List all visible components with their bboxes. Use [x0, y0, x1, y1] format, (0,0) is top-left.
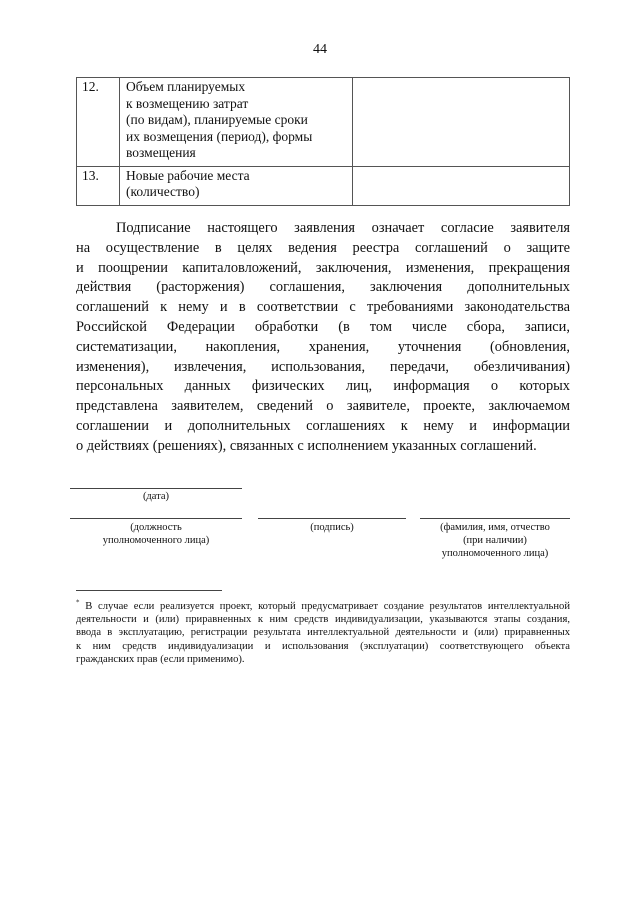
- footnote-line: гражданских прав (если применимо).: [76, 653, 245, 665]
- row-label-line: возмещения: [126, 145, 196, 160]
- row-label-line: Новые рабочие места: [126, 167, 250, 183]
- footnote-line: [76, 600, 570, 613]
- consent-line: изменения), извлечения, использования, передачи, обезличивания): [76, 358, 570, 375]
- footnote-line: ввода в эксплуатацию, регистрации результата интеллектуальной деятельности и (или) приравненных: [76, 627, 570, 639]
- consent-line: персональных данных физических лиц, информация о которых: [76, 378, 570, 395]
- info-table: [76, 77, 570, 206]
- footnote-separator: [76, 590, 222, 591]
- consent-line: представлена заявителем, сведений о заявителе, проекте, заключаемом: [76, 398, 570, 415]
- row-label-line: (количество): [126, 184, 200, 199]
- row-value-cell[interactable]: [353, 166, 570, 205]
- date-label: [70, 490, 242, 503]
- position-label: [70, 521, 242, 547]
- signature-line[interactable]: [258, 518, 406, 519]
- consent-line: Подписание настоящего заявления означает согласие заявителя: [116, 220, 570, 236]
- position-line[interactable]: [70, 518, 242, 519]
- consent-line: Российской Федерации обработки (в том числе сбора, записи,: [76, 318, 570, 335]
- row-value-cell[interactable]: [353, 78, 570, 167]
- footnote-text: В случае если реализуется проект, который предусматривает создание результатов интеллектуальной: [85, 601, 571, 612]
- name-label-text: уполномоченного лица): [441, 548, 549, 559]
- signature-label: [258, 521, 406, 534]
- consent-line: на осуществление в целях ведения реестра соглашений о защите: [76, 239, 570, 256]
- consent-paragraph: [76, 219, 570, 457]
- date-label-text: (дата): [142, 491, 170, 502]
- consent-line: о действиях (решениях), связанных с исполнением указанных соглашений.: [76, 437, 537, 454]
- row-label: [120, 166, 353, 205]
- row-label-line: к возмещению затрат: [126, 95, 249, 111]
- row-label-line: Объем планируемых: [126, 79, 246, 94]
- row-label-line: (по видам), планируемые сроки: [126, 112, 308, 127]
- row-number: 13.: [77, 166, 120, 205]
- row-number: 12.: [77, 78, 120, 167]
- consent-line: действия (расторжения) соглашения, заключения дополнительных: [76, 279, 570, 296]
- consent-line: систематизации, накопления, хранения, уточнения (обновления,: [76, 338, 570, 355]
- name-label: [420, 521, 570, 560]
- name-label-text: (фамилия, имя, отчество: [440, 522, 550, 533]
- footnote-line: к ним средств индивидуализации и использования (эксплуатации) соответствующего объекта: [76, 640, 570, 652]
- footnote-line: деятельности и (или) приравненных к ним средств индивидуализации, указываются этапы создания,: [76, 614, 570, 626]
- date-line[interactable]: [70, 488, 242, 489]
- position-label-text: (должность: [130, 522, 182, 533]
- page-number: 44: [313, 42, 327, 57]
- footnote-mark: *: [76, 598, 80, 607]
- footnote: [76, 600, 570, 666]
- name-line[interactable]: [420, 518, 570, 519]
- position-label-text: уполномоченного лица): [102, 535, 210, 546]
- signature-label-text: (подпись): [310, 522, 354, 533]
- row-label-line: их возмещения (период), формы: [126, 128, 313, 144]
- name-label-text: (при наличии): [463, 535, 527, 546]
- table-row: [77, 166, 570, 205]
- consent-line: соглашений к нему и в соответствии с требованиями законодательства: [76, 299, 570, 316]
- row-label: [120, 78, 353, 167]
- table-row: [77, 78, 570, 167]
- consent-line: соглашении и дополнительных соглашениях к нему и информации: [76, 417, 570, 434]
- consent-line: и поощрении капиталовложений, заключения, изменения, прекращения: [76, 259, 570, 276]
